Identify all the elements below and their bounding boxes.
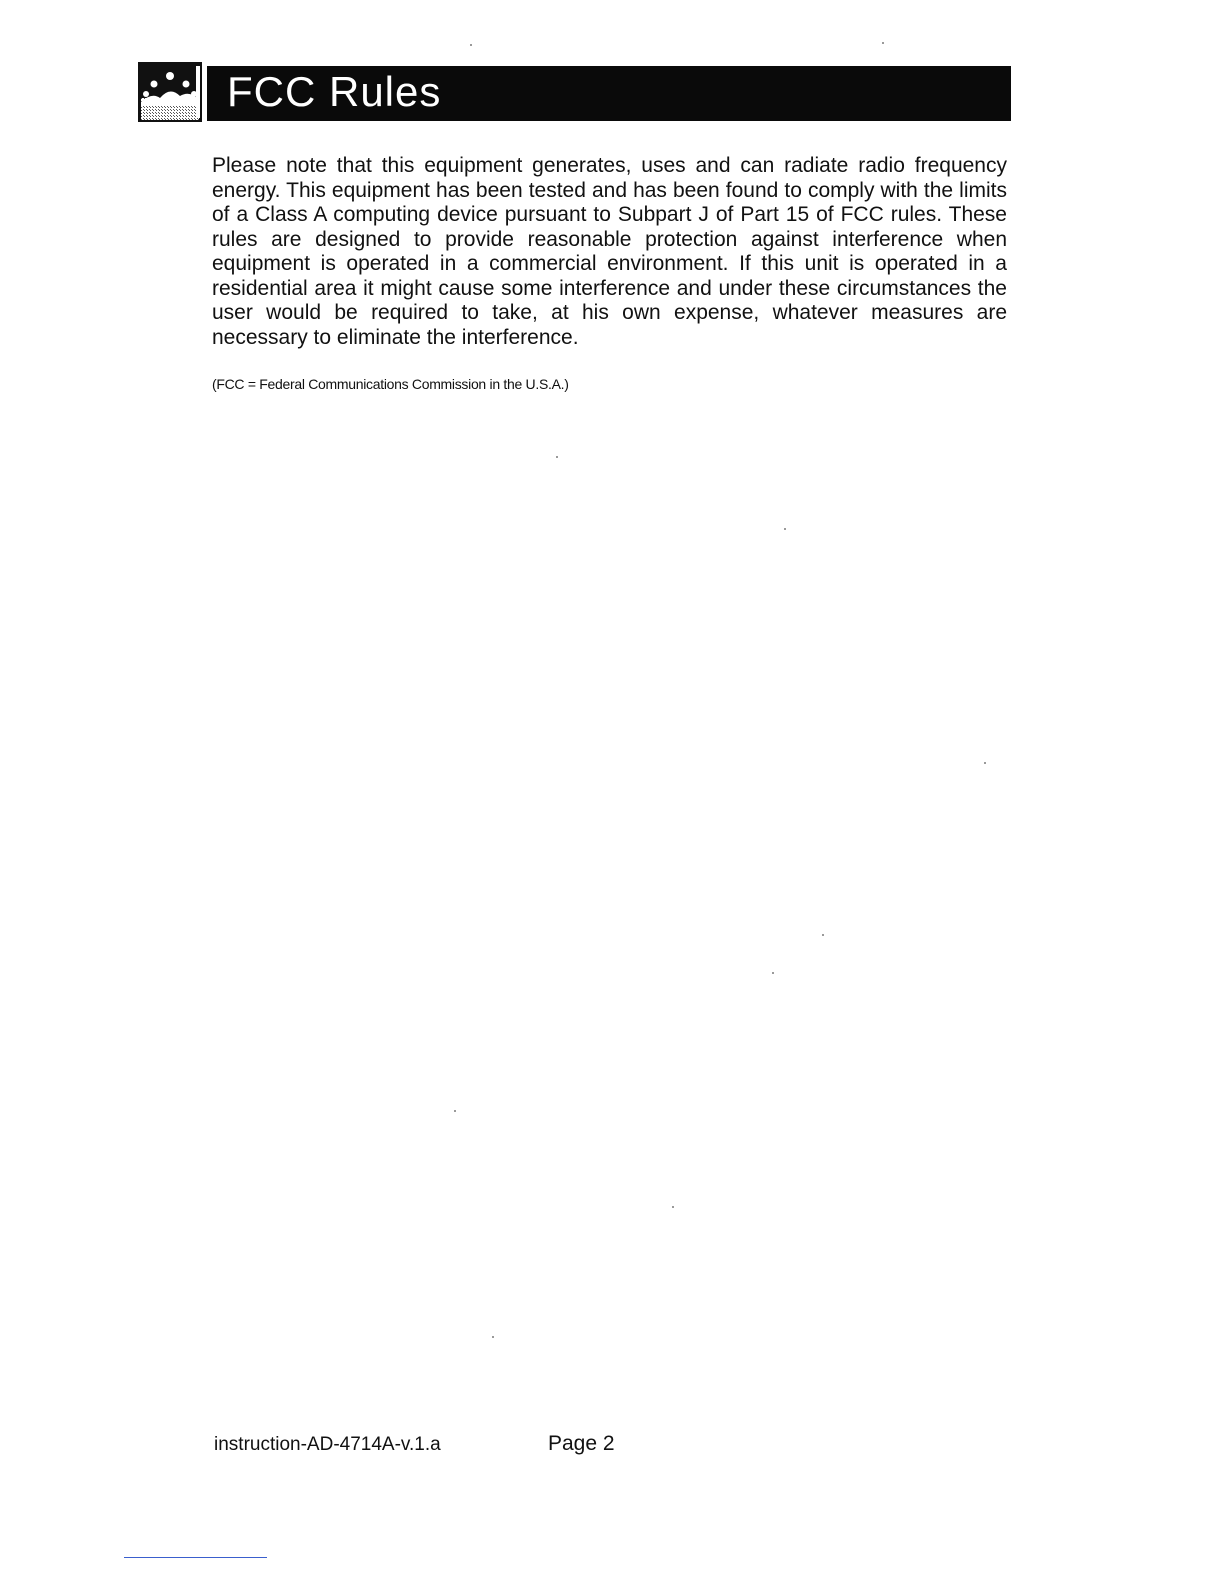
page-number: Page 2 bbox=[548, 1432, 615, 1455]
scan-speck bbox=[672, 1206, 674, 1208]
document-id: instruction-AD-4714A-v.1.a bbox=[214, 1434, 441, 1455]
scan-speck bbox=[822, 934, 824, 936]
header-bar bbox=[207, 66, 1011, 121]
scan-speck bbox=[556, 456, 558, 458]
scan-speck bbox=[984, 762, 986, 764]
page-title: FCC Rules bbox=[227, 68, 442, 115]
header-emblem-icon bbox=[138, 62, 202, 122]
scan-speck bbox=[492, 1336, 494, 1338]
fcc-notice-paragraph: Please note that this equipment generates, uses and can radiate radio frequency energy. This equipment has been tested and has been found to comply with the limits of a Class A computing device pursuant to Subpart J of Part 15 of FCC rules. These rules are designed to provide reasonable protection against interference when equipment is operated in a commercial environment. If this unit is operated in a residential area it might cause some interference and under these circumstances the user would be required to take, at his own expense, whatever measures are necessary to eliminate the interference. bbox=[212, 154, 1007, 349]
scan-speck bbox=[784, 528, 786, 530]
scan-speck bbox=[772, 972, 774, 974]
scan-speck bbox=[454, 1110, 456, 1112]
bottom-rule bbox=[124, 1557, 267, 1558]
fcc-footnote: (FCC = Federal Communications Commission in the U.S.A.) bbox=[212, 376, 569, 392]
scan-speck bbox=[882, 42, 884, 44]
scan-speck bbox=[470, 44, 472, 46]
